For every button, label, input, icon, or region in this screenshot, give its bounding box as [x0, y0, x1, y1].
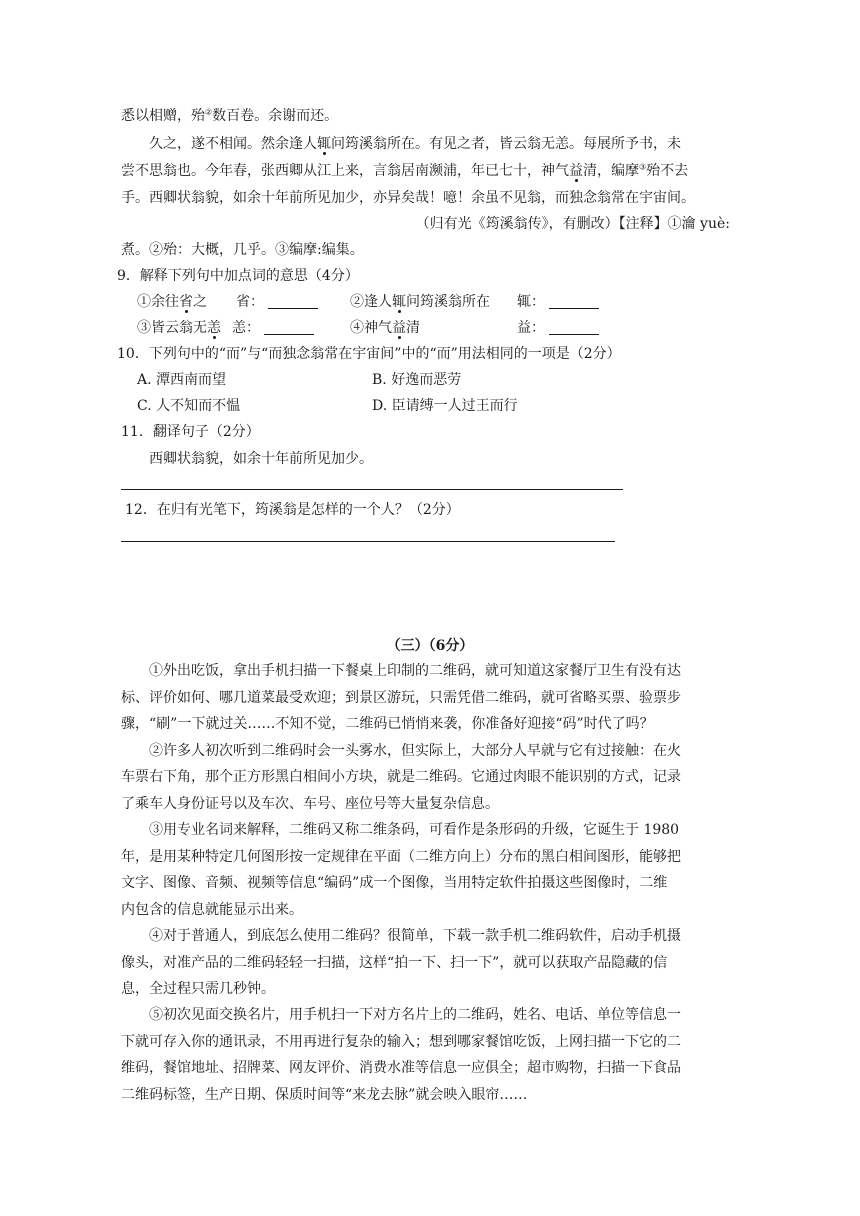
q9-blank-2: 辄： [517, 292, 599, 312]
answer-blank[interactable] [549, 320, 599, 335]
passage-source: （归有光《筠溪翁传》，有删改）【注释】①瀹 yuè: [415, 216, 730, 232]
paragraph-line: 息，全过程只需几秒钟。 [121, 981, 275, 997]
paragraph-line: ①外出吃饭，拿出手机扫描一下餐桌上印制的二维码，就可知道这家餐厅卫生有没有达 [149, 663, 681, 679]
q10-option-d[interactable]: D. 臣请缚一人过王而行 [372, 398, 518, 414]
paragraph-line: 年，是用某种特定几何图形按一定规律在平面（二维方向上）分布的黑白相间图形，能够把 [121, 849, 681, 865]
paragraph-line: 文字、图像、音频、视频等信息“编码”成一个图像，当用特定软件拍摄这些图像时，二维 [121, 875, 668, 891]
answer-line-11[interactable] [121, 489, 623, 490]
q10-option-b[interactable]: B. 好逸而恶劳 [372, 372, 462, 388]
question-9-stem: 9．解释下列句中加点词的意思（4分） [117, 268, 359, 284]
q9-item-4: ④神气益清 [350, 320, 420, 336]
paragraph-line: 内包含的信息就能显示出来。 [121, 902, 303, 918]
q9-item-3: ③皆云翁无恙 [137, 320, 221, 336]
paragraph-line: ③用专业名词来解释，二维码又称二维条码，可看作是条形码的升级，它诞生于 1980 [149, 822, 680, 838]
question-10-stem: 10．下列句中的“而”与“而独念翁常在宇宙间”中的“而”用法相同的一项是（2分） [117, 346, 621, 362]
answer-blank[interactable] [264, 320, 314, 335]
q9-blank-1: 省： [236, 292, 318, 312]
dotted-word: 辄 [317, 136, 331, 152]
question-11-stem: 11．翻译句子（2分） [121, 424, 260, 440]
section-three-title: （三）（6分） [386, 638, 474, 654]
passage-line-3: 尝不思翁也。今年春，张西卿从江上来，言翁居南濒浦，年已七十，神气益清，编摩③殆不去 [121, 162, 689, 179]
dotted-word: 省 [179, 294, 193, 310]
paragraph-line: 标、评价如何、哪几道菜最受欢迎；到景区游玩，只需凭借二维码，就可省略买票、验票步 [121, 690, 681, 706]
q10-option-a[interactable]: A. 潭西南而望 [137, 372, 227, 388]
passage-line-1: 悉以相赠，殆②数百卷。余谢而还。 [121, 107, 339, 124]
paragraph-line: 骤，“刷”一下就过关……不知不觉，二维码已悄悄来袭，你准备好迎接“码”时代了吗？ [121, 716, 654, 732]
passage-line-2: 久之，遂不相闻。然余逢人辄问筠溪翁所在。有见之者，皆云翁无恙。每展所予书，未 [149, 136, 681, 152]
paragraph-line: ⑤初次见面交换名片，用手机扫一下对方名片上的二维码，姓名、电话、单位等信息一 [149, 1007, 681, 1023]
answer-line-12[interactable] [121, 541, 615, 542]
q9-item-2: ②逢人辄问筠溪翁所在 [350, 294, 490, 310]
paragraph-line: ②许多人初次听到二维码时会一头雾水，但实际上，大部分人早就与它有过接触：在火 [149, 743, 681, 759]
paragraph-line: ④对于普通人，到底怎么使用二维码？很简单，下载一款手机二维码软件，启动手机摄 [149, 928, 681, 944]
answer-blank[interactable] [268, 294, 318, 309]
q10-option-c[interactable]: C. 人不知而不愠 [137, 398, 241, 414]
paragraph-line: 下就可存入你的通讯录，不用再进行复杂的输入；想到哪家餐馆吃饭，上网扫描一下它的二 [121, 1034, 681, 1050]
q9-item-1: ①余往省之 [137, 294, 207, 310]
paragraph-line: 二维码标签，生产日期、保质时间等“来龙去脉”就会映入眼帘…… [121, 1087, 528, 1103]
q9-blank-3: 恙： [232, 318, 314, 338]
answer-blank[interactable] [549, 294, 599, 309]
q9-blank-4: 益： [517, 318, 599, 338]
passage-line-4: 手。西卿状翁貌，如余十年前所见加少，亦异矣哉！噫！余虽不见翁，而独念翁常在宇宙间。 [121, 190, 695, 206]
dotted-word: 益 [569, 163, 583, 179]
dotted-word: 辄 [392, 294, 406, 310]
question-12-stem: 12．在归有光笔下，筠溪翁是怎样的一个人？（2分） [125, 502, 460, 518]
passage-notes: 煮。②殆：大概，几乎。③编摩:编集。 [121, 242, 364, 258]
question-11-sentence: 西卿状翁貌，如余十年前所见加少。 [149, 451, 373, 467]
paragraph-line: 维码，餐馆地址、招牌菜、网友评价、消费水准等信息一应俱全；超市购物，扫描一下食品 [121, 1060, 681, 1076]
dotted-word: 益 [392, 320, 406, 336]
paragraph-line: 像头，对准产品的二维码轻轻一扫描，这样“拍一下、扫一下”，就可以获取产品隐藏的信 [121, 955, 668, 971]
dotted-word: 恙 [207, 320, 221, 336]
paragraph-line: 了乘车人身份证号以及车次、车号、座位号等大量复杂信息。 [121, 796, 499, 812]
paragraph-line: 车票右下角，那个正方形黑白相间小方块，就是二维码。它通过肉眼不能识别的方式，记录 [121, 769, 681, 785]
